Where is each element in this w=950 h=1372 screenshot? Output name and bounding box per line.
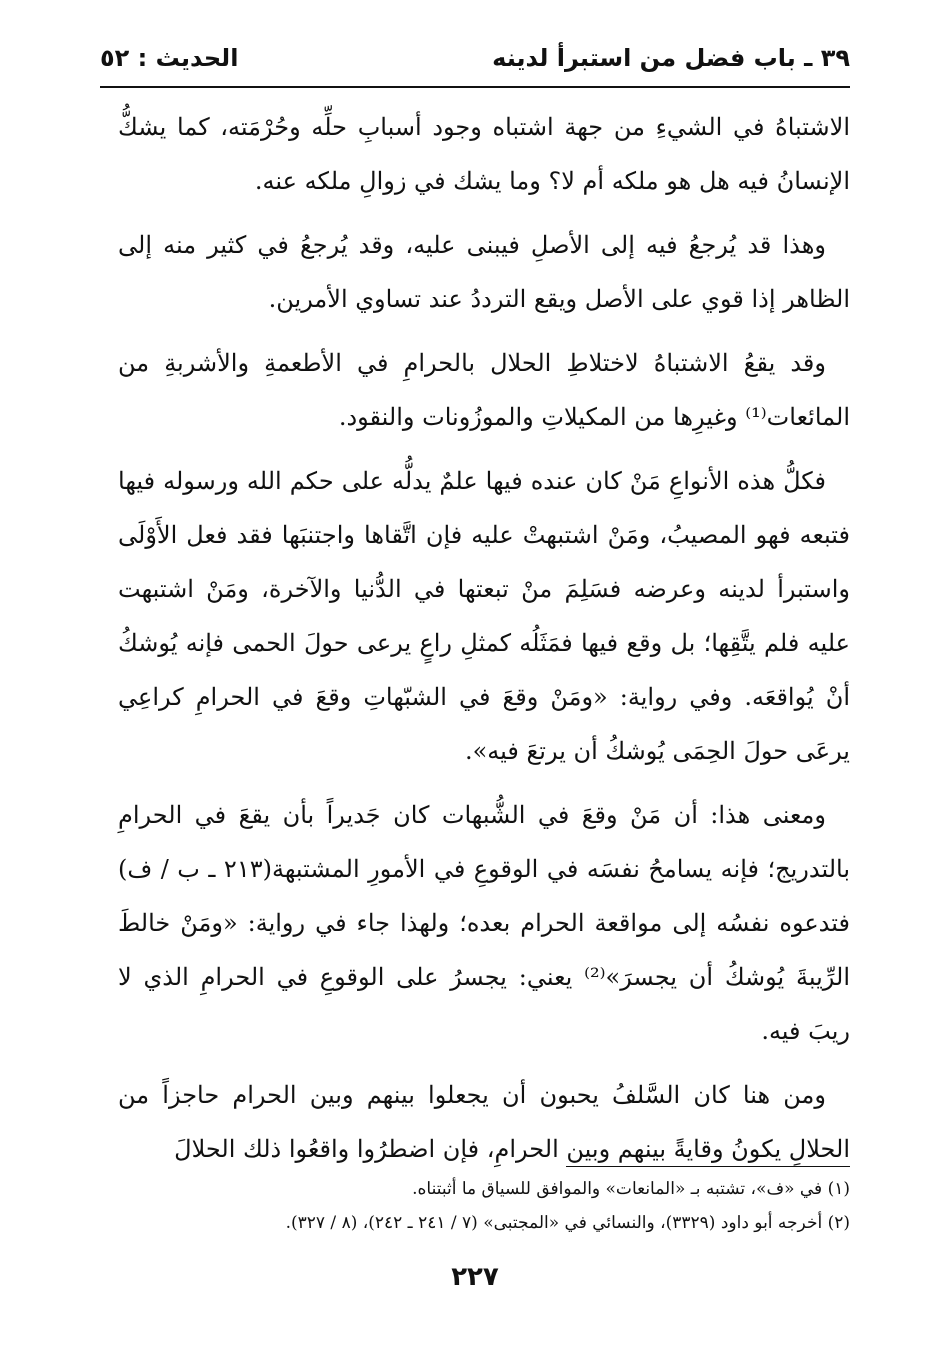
chapter-title: ٣٩ ـ باب فضل من استبرأ لدينه	[492, 44, 850, 72]
footnote-divider	[566, 1166, 850, 1167]
header-divider	[100, 86, 850, 88]
paragraph: ومن هنا كان السَّلفُ يحبون أن يجعلوا بينهم وبين الحرام حاجزاً من الحلالِ يكونُ وقايةً بينهم وبين الحرامِ، فإن اضطرُوا واقعُوا ذلك الحلالَ	[118, 1081, 850, 1163]
running-header	[100, 40, 850, 84]
paragraph: الاشتباهُ في الشيءِ من جهة اشتباه وجود أسبابِ حلِّه وحُرْمَته، كما يشكُّ الإنسانُ فيه هل هو ملكه أم لا؟ وما يشك في زوالِ ملكه عنه.	[118, 113, 850, 195]
hadith-number: الحديث : ٥٢	[100, 44, 239, 72]
footnote-1: (١) في «ف»، تشتبه بـ «المانعات» والموافق للسياق ما أثبتناه.	[412, 1179, 850, 1199]
paragraph: ومعنى هذا: أن مَنْ وقعَ في الشُّبهات كان جَديراً بأن يقعَ في الحرامِ بالتدريج؛ فإنه يسامحُ نفسَه في الوقوعِ في الأمورِ المشتبهة(٢١٣ ـ ب / ف) فتدعوه نفسُه إلى مواقعة الحرام بعده؛ ولهذا جاء في رواية: «ومَنْ خالطَ الرِّيبةَ يُوشكُ أن يجسرَ»⁽²⁾ يعني: يجسرُ على الوقوعِ في الحرامِ الذي لا ريبَ فيه.	[118, 801, 851, 1045]
footnotes	[150, 1172, 850, 1240]
footnote-2: (٢) أخرجه أبو داود (٣٣٢٩)، والنسائي في «المجتبى» (٧ / ٢٤١ ـ ٢٤٢)، (٨ / ٣٢٧).	[285, 1213, 850, 1233]
page-number: ٢٢٧	[451, 1262, 499, 1292]
paragraph: وقد يقعُ الاشتباهُ لاختلاطِ الحلال بالحرامِ في الأطعمةِ والأشربةِ من المائعات⁽¹⁾ وغيرِها من المكيلاتِ والموزُونات والنقود.	[118, 349, 850, 431]
paragraph: فكلُّ هذه الأنواعِ مَنْ كان عنده فيها علمٌ يدلُّه على حكم الله ورسوله فيها فتبعه فهو المصيبُ، ومَنْ اشتبهتْ عليه فإن اتَّقاها واجتنبَها فقد فعل الأَوْلَى واستبرأ لدينه وعرضه فسَلِمَ منْ تبعتها في الدُّنيا والآخرة، ومَنْ اشتبهت عليه فلم يتَّقِها؛ بل وقع فيها فمَثَلُه كمثلِ راعٍ يرعى حولَ الحمى فإنه يُوشكُ أنْ يُواقعَه. وفي رواية: «ومَنْ وقعَ في الشبّهاتِ وقعَ في الحرامِ كراعِي يرعَى حولَ الحِمَى يُوشكُ أن يرتعَ فيه».	[118, 467, 850, 765]
main-text	[118, 100, 850, 1186]
paragraph: وهذا قد يُرجعُ فيه إلى الأصلِ فيبنى عليه، وقد يُرجعُ في كثير منه إلى الظاهر إذا قوي على الأصل ويقع الترددُ عند تساوي الأمرين.	[118, 231, 850, 313]
